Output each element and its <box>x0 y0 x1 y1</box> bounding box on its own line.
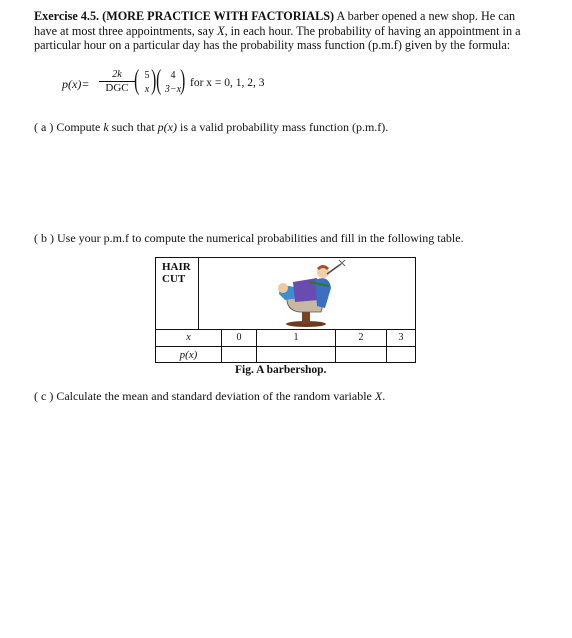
barber-cutting-hair-icon <box>259 258 359 328</box>
haircut-line1: HAIR <box>162 261 191 273</box>
table-row-px <box>156 347 415 362</box>
intro-line3: a particular hour on a particular day has the probability mass function (p.m.f) given by the formula: <box>34 23 521 53</box>
binomial-1-left-paren: ( <box>134 65 140 96</box>
part-c <box>34 389 385 404</box>
intro-var-x: X <box>217 23 225 38</box>
row-x-label: x <box>156 330 222 346</box>
intro-line1: A barber opened a new shop. He can <box>334 9 516 23</box>
part-c-var: X <box>374 389 383 403</box>
formula-fraction <box>98 69 136 94</box>
part-c-start: ( c ) Calculate the mean and standard deviation of the random variable <box>34 389 375 403</box>
part-a-label: ( a ) Compute <box>34 120 104 134</box>
binomial-2-bottom: 3−x <box>164 84 182 95</box>
binomial-2-right-paren: ) <box>180 65 186 96</box>
part-a <box>34 120 388 135</box>
px-value-3[interactable] <box>387 347 415 362</box>
formula-lhs: p(x)= <box>62 77 90 91</box>
part-a-mid: such that <box>108 120 158 134</box>
part-a-px: p(x) <box>157 120 177 134</box>
px-value-0[interactable] <box>222 347 257 362</box>
part-b: ( b ) Use your p.m.f to compute the numerical probabilities and fill in the following table. <box>34 231 464 245</box>
px-value-1[interactable] <box>257 347 336 362</box>
haircut-line2: CUT <box>162 273 186 285</box>
part-a-k: k <box>103 120 109 134</box>
intro-line2b: , in each hour. The probability of having an appointment in <box>224 23 513 38</box>
binomial-1-bottom: x <box>144 84 150 95</box>
part-c-end: . <box>382 389 386 403</box>
binomial-1-right-paren: ) <box>151 65 157 96</box>
binomial-2 <box>156 67 188 101</box>
binomial-1-top: 5 <box>144 70 150 81</box>
binomial-2-left-paren: ( <box>156 65 162 96</box>
exercise-intro <box>34 9 540 53</box>
binomial-2-top: 4 <box>170 70 176 81</box>
probability-table <box>155 257 416 363</box>
x-value-1: 1 <box>257 330 336 346</box>
formula-denominator: DGC <box>105 82 129 94</box>
part-a-end: is a valid probability mass function (p.m.f). <box>176 120 389 134</box>
exercise-heading: Exercise 4.5. (MORE PRACTICE WITH FACTORIALS) <box>34 9 335 23</box>
pmf-formula <box>62 67 382 101</box>
x-value-3: 3 <box>398 332 404 343</box>
table-image-row <box>156 258 415 330</box>
formula-domain: for x = 0, 1, 2, 3 <box>190 77 265 89</box>
x-value-0: 0 <box>222 330 257 346</box>
intro-line2a: have at most three appointments, say <box>34 23 218 38</box>
px-value-2[interactable] <box>336 347 387 362</box>
figure-caption: Fig. A barbershop. <box>235 364 327 376</box>
table-row-x <box>156 330 415 347</box>
haircut-label <box>156 258 199 329</box>
formula-numerator: 2k <box>112 69 122 80</box>
row-px-label: p(x) <box>156 347 222 362</box>
x-value-2: 2 <box>336 330 387 346</box>
